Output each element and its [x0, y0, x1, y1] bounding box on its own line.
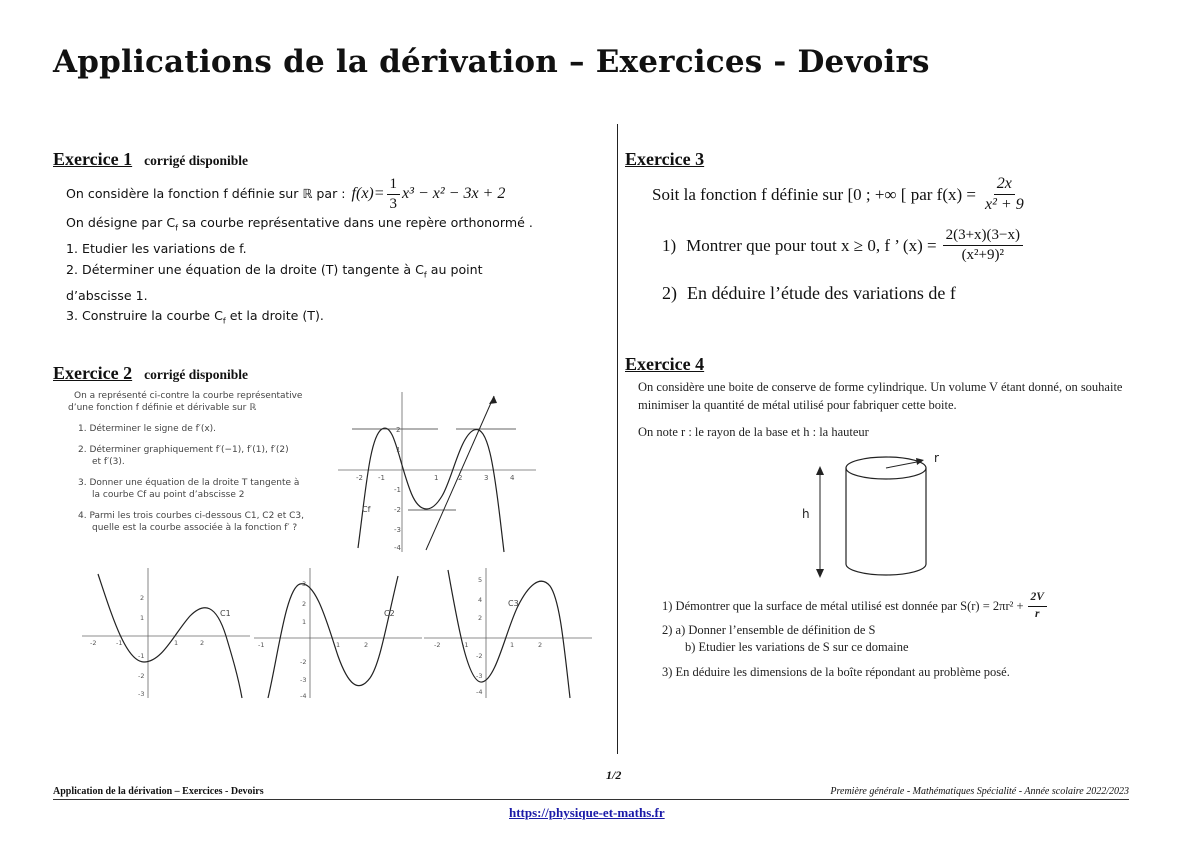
- curve-label-cf: Cf: [362, 505, 371, 514]
- ex1-fraction-den: 3: [389, 196, 398, 212]
- svg-text:-1: -1: [394, 486, 401, 494]
- exercise-1-intro: [66, 177, 505, 212]
- ex4-q1-fraction: [1028, 592, 1047, 620]
- ex4-q1-text: 1) Démontrer que la surface de métal utilisé est donnée par S(r) = 2πr² +: [662, 598, 1024, 613]
- ex1-formula-lhs: f(x)=: [351, 185, 385, 203]
- ex1-intro-text: On considère la fonction f définie sur ℝ par :: [66, 186, 346, 202]
- svg-text:4: 4: [510, 474, 515, 482]
- svg-text:2: 2: [200, 639, 205, 647]
- ex2-p0: On a représenté ci-contre la courbe représentative: [74, 391, 303, 401]
- svg-text:2: 2: [140, 594, 145, 602]
- svg-text:1: 1: [336, 641, 341, 649]
- ex2-q2b: et f′(3).: [92, 457, 125, 467]
- ex1-sub-f: f: [175, 223, 178, 233]
- ex2-q3a: 3. Donner une équation de la droite T tangente à: [78, 478, 300, 488]
- svg-text:-4: -4: [394, 544, 401, 552]
- svg-text:-3: -3: [394, 526, 401, 534]
- ex1-q2: [66, 260, 533, 286]
- curve-c3: [448, 570, 570, 698]
- svg-text:2: 2: [396, 426, 401, 434]
- ex1-q1: 1. Etudier les variations de f.: [66, 241, 247, 257]
- ex4-p3: On note r : le rayon de la base et h : la hauteur: [638, 425, 869, 439]
- footer-rule: [53, 799, 1129, 800]
- ex3-q1-num: 2(3+x)(3−x): [943, 228, 1023, 246]
- ex3-line: Soit la fonction f définie sur [0 ; +∞ [ par f(x) =: [652, 184, 976, 204]
- page-number: 1/2: [606, 768, 622, 782]
- svg-text:1: 1: [140, 614, 145, 622]
- svg-text:-1: -1: [138, 652, 145, 660]
- exercise-3-q2: [662, 283, 956, 304]
- svg-text:-2: -2: [476, 652, 483, 660]
- ex1-formula-rhs: x³ − x² − 3x + 2: [402, 185, 506, 203]
- ex4-p2: minimiser la quantité de métal utilisé pour fabriquer cette boite.: [638, 398, 957, 412]
- svg-text:-2: -2: [138, 672, 145, 680]
- page-title: Applications de la dérivation – Exercices - Devoirs: [53, 44, 930, 80]
- arrow-up-icon: [816, 466, 824, 475]
- column-divider: [617, 124, 618, 754]
- exercise-3-definition: [652, 176, 1029, 213]
- height-label: h: [802, 507, 810, 521]
- exercise-3-q1: [662, 228, 1025, 263]
- svg-text:3: 3: [484, 474, 489, 482]
- curve-c2: [268, 576, 398, 698]
- exercise-1-heading-row: [53, 149, 248, 170]
- ex3-q1-text: Montrer que pour tout x ≥ 0, f ’ (x) =: [686, 235, 937, 255]
- exercise-2-heading-row: [53, 363, 248, 384]
- ex2-q3b: la courbe Cf au point d’abscisse 2: [92, 490, 245, 500]
- website-link[interactable]: https://physique-et-maths.fr: [509, 805, 665, 820]
- ex3-fraction: [982, 176, 1027, 213]
- curve-c1-graph: [82, 566, 252, 700]
- ex4-q1-den: r: [1035, 607, 1040, 620]
- ex1-line1: [66, 213, 533, 239]
- svg-text:-4: -4: [476, 688, 483, 696]
- svg-text:1: 1: [510, 641, 515, 649]
- svg-text:-3: -3: [300, 676, 307, 684]
- svg-text:1: 1: [396, 446, 401, 454]
- ex1-formula-fraction: [387, 177, 401, 212]
- ex3-q1-label: 1): [662, 235, 677, 255]
- exercise-3-heading-row: [625, 149, 704, 170]
- ex1-sub-f3: f: [222, 316, 226, 326]
- radius-label: r: [934, 451, 939, 465]
- ex2-q2a: 2. Déterminer graphiquement f′(−1), f′(1), f′(2): [78, 445, 289, 455]
- ex1-fraction-num: 1: [387, 177, 401, 195]
- ex3-num: 2x: [994, 176, 1015, 195]
- ex2-p0b: d’une fonction f définie et dérivable sur ℝ: [68, 403, 257, 413]
- main-graph-ticks: [356, 426, 515, 552]
- exercise-4-q2: [662, 622, 909, 656]
- exercise-4-heading-row: [625, 354, 704, 375]
- ex4-q2a: 2) a) Donner l’ensemble de définition de S: [662, 623, 876, 637]
- ex3-q2-text: En déduire l’étude des variations de f: [687, 283, 956, 303]
- ex1-q2-b: au point: [426, 261, 483, 277]
- cylinder-figure: [796, 448, 956, 580]
- exercise-1-badge: corrigé disponible: [144, 153, 249, 168]
- svg-text:1: 1: [174, 639, 179, 647]
- ex2-q4a: 4. Parmi les trois courbes ci-dessous C1, C2 et C3,: [78, 511, 304, 521]
- footer-left: Application de la dérivation – Exercices - Devoirs: [53, 786, 264, 797]
- svg-text:-3: -3: [476, 672, 483, 680]
- ex4-q1-num: 2V: [1028, 592, 1047, 607]
- curve-label-c2: C2: [384, 609, 395, 618]
- footer-right: Première générale - Mathématiques Spécialité - Année scolaire 2022/2023: [830, 786, 1129, 797]
- svg-text:-2: -2: [394, 506, 401, 514]
- svg-text:4: 4: [478, 596, 483, 604]
- ex2-q4b: quelle est la courbe associée à la fonction f′ ?: [92, 523, 298, 533]
- svg-text:2: 2: [364, 641, 369, 649]
- exercise-4-q1: [662, 592, 1049, 620]
- svg-text:-2: -2: [90, 639, 97, 647]
- exercise-2-heading: Exercice 2: [53, 363, 133, 383]
- svg-text:2: 2: [478, 614, 483, 622]
- svg-text:-1: -1: [258, 641, 265, 649]
- ex3-q1-den: (x²+9)²: [961, 247, 1005, 263]
- exercise-2-main-graph: [338, 388, 538, 554]
- svg-text:-1: -1: [378, 474, 385, 482]
- svg-text:2: 2: [538, 641, 543, 649]
- exercise-3-heading: Exercice 3: [625, 149, 705, 169]
- ex1-q2-cont: d’abscisse 1.: [66, 287, 148, 303]
- ex1-line1-b: sa courbe représentative dans une repère orthonormé .: [177, 215, 533, 230]
- svg-text:1: 1: [434, 474, 439, 482]
- exercise-1-heading: Exercice 1: [53, 149, 133, 169]
- curve-label-c1: C1: [220, 609, 231, 618]
- ex4-p1: On considère une boite de conserve de forme cylindrique. Un volume V étant donné, on souhaite: [638, 380, 1123, 394]
- svg-text:2: 2: [458, 474, 463, 482]
- ex4-q2b: b) Etudier les variations de S sur ce domaine: [685, 640, 909, 654]
- svg-text:1: 1: [302, 618, 307, 626]
- exercise-1-body: [66, 213, 533, 332]
- ex1-q3-a: 3. Construire la courbe C: [66, 308, 223, 324]
- curve-c2-graph: [254, 566, 424, 700]
- ex2-q1: 1. Déterminer le signe de f′(x).: [78, 424, 217, 434]
- svg-text:-2: -2: [300, 658, 307, 666]
- svg-text:-1: -1: [462, 641, 469, 649]
- svg-text:-4: -4: [300, 692, 307, 700]
- svg-text:-2: -2: [356, 474, 363, 482]
- ex1-sub-f2: f: [423, 270, 427, 280]
- exercise-4-text: [638, 378, 1122, 441]
- exercise-4-q3: 3) En déduire les dimensions de la boîte répondant au problème posé.: [662, 665, 1010, 679]
- svg-text:2: 2: [302, 600, 307, 608]
- svg-text:3: 3: [302, 580, 307, 588]
- svg-text:-2: -2: [434, 641, 441, 649]
- svg-text:-1: -1: [116, 639, 123, 647]
- curve-label-c3: C3: [508, 599, 519, 608]
- ex3-q1-fraction: [943, 228, 1023, 263]
- ex1-line1-a: On désigne par C: [66, 215, 176, 230]
- ex3-den: x² + 9: [985, 196, 1024, 213]
- svg-text:5: 5: [478, 576, 483, 584]
- curve-cf: [358, 428, 504, 552]
- ex1-q3: [66, 306, 533, 332]
- tangent-line: [426, 396, 494, 550]
- ex1-q3-b: et la droite (T).: [225, 308, 324, 324]
- ex3-q2-label: 2): [662, 283, 677, 303]
- curve-c3-graph: [424, 566, 594, 700]
- exercise-2-badge: corrigé disponible: [144, 367, 249, 382]
- exercise-2-questions: [66, 390, 346, 534]
- exercise-4-heading: Exercice 4: [625, 354, 705, 374]
- svg-text:-3: -3: [138, 690, 145, 698]
- ex1-q2-a: 2. Déterminer une équation de la droite (T) tangente à C: [66, 261, 424, 277]
- arrow-down-icon: [816, 569, 824, 578]
